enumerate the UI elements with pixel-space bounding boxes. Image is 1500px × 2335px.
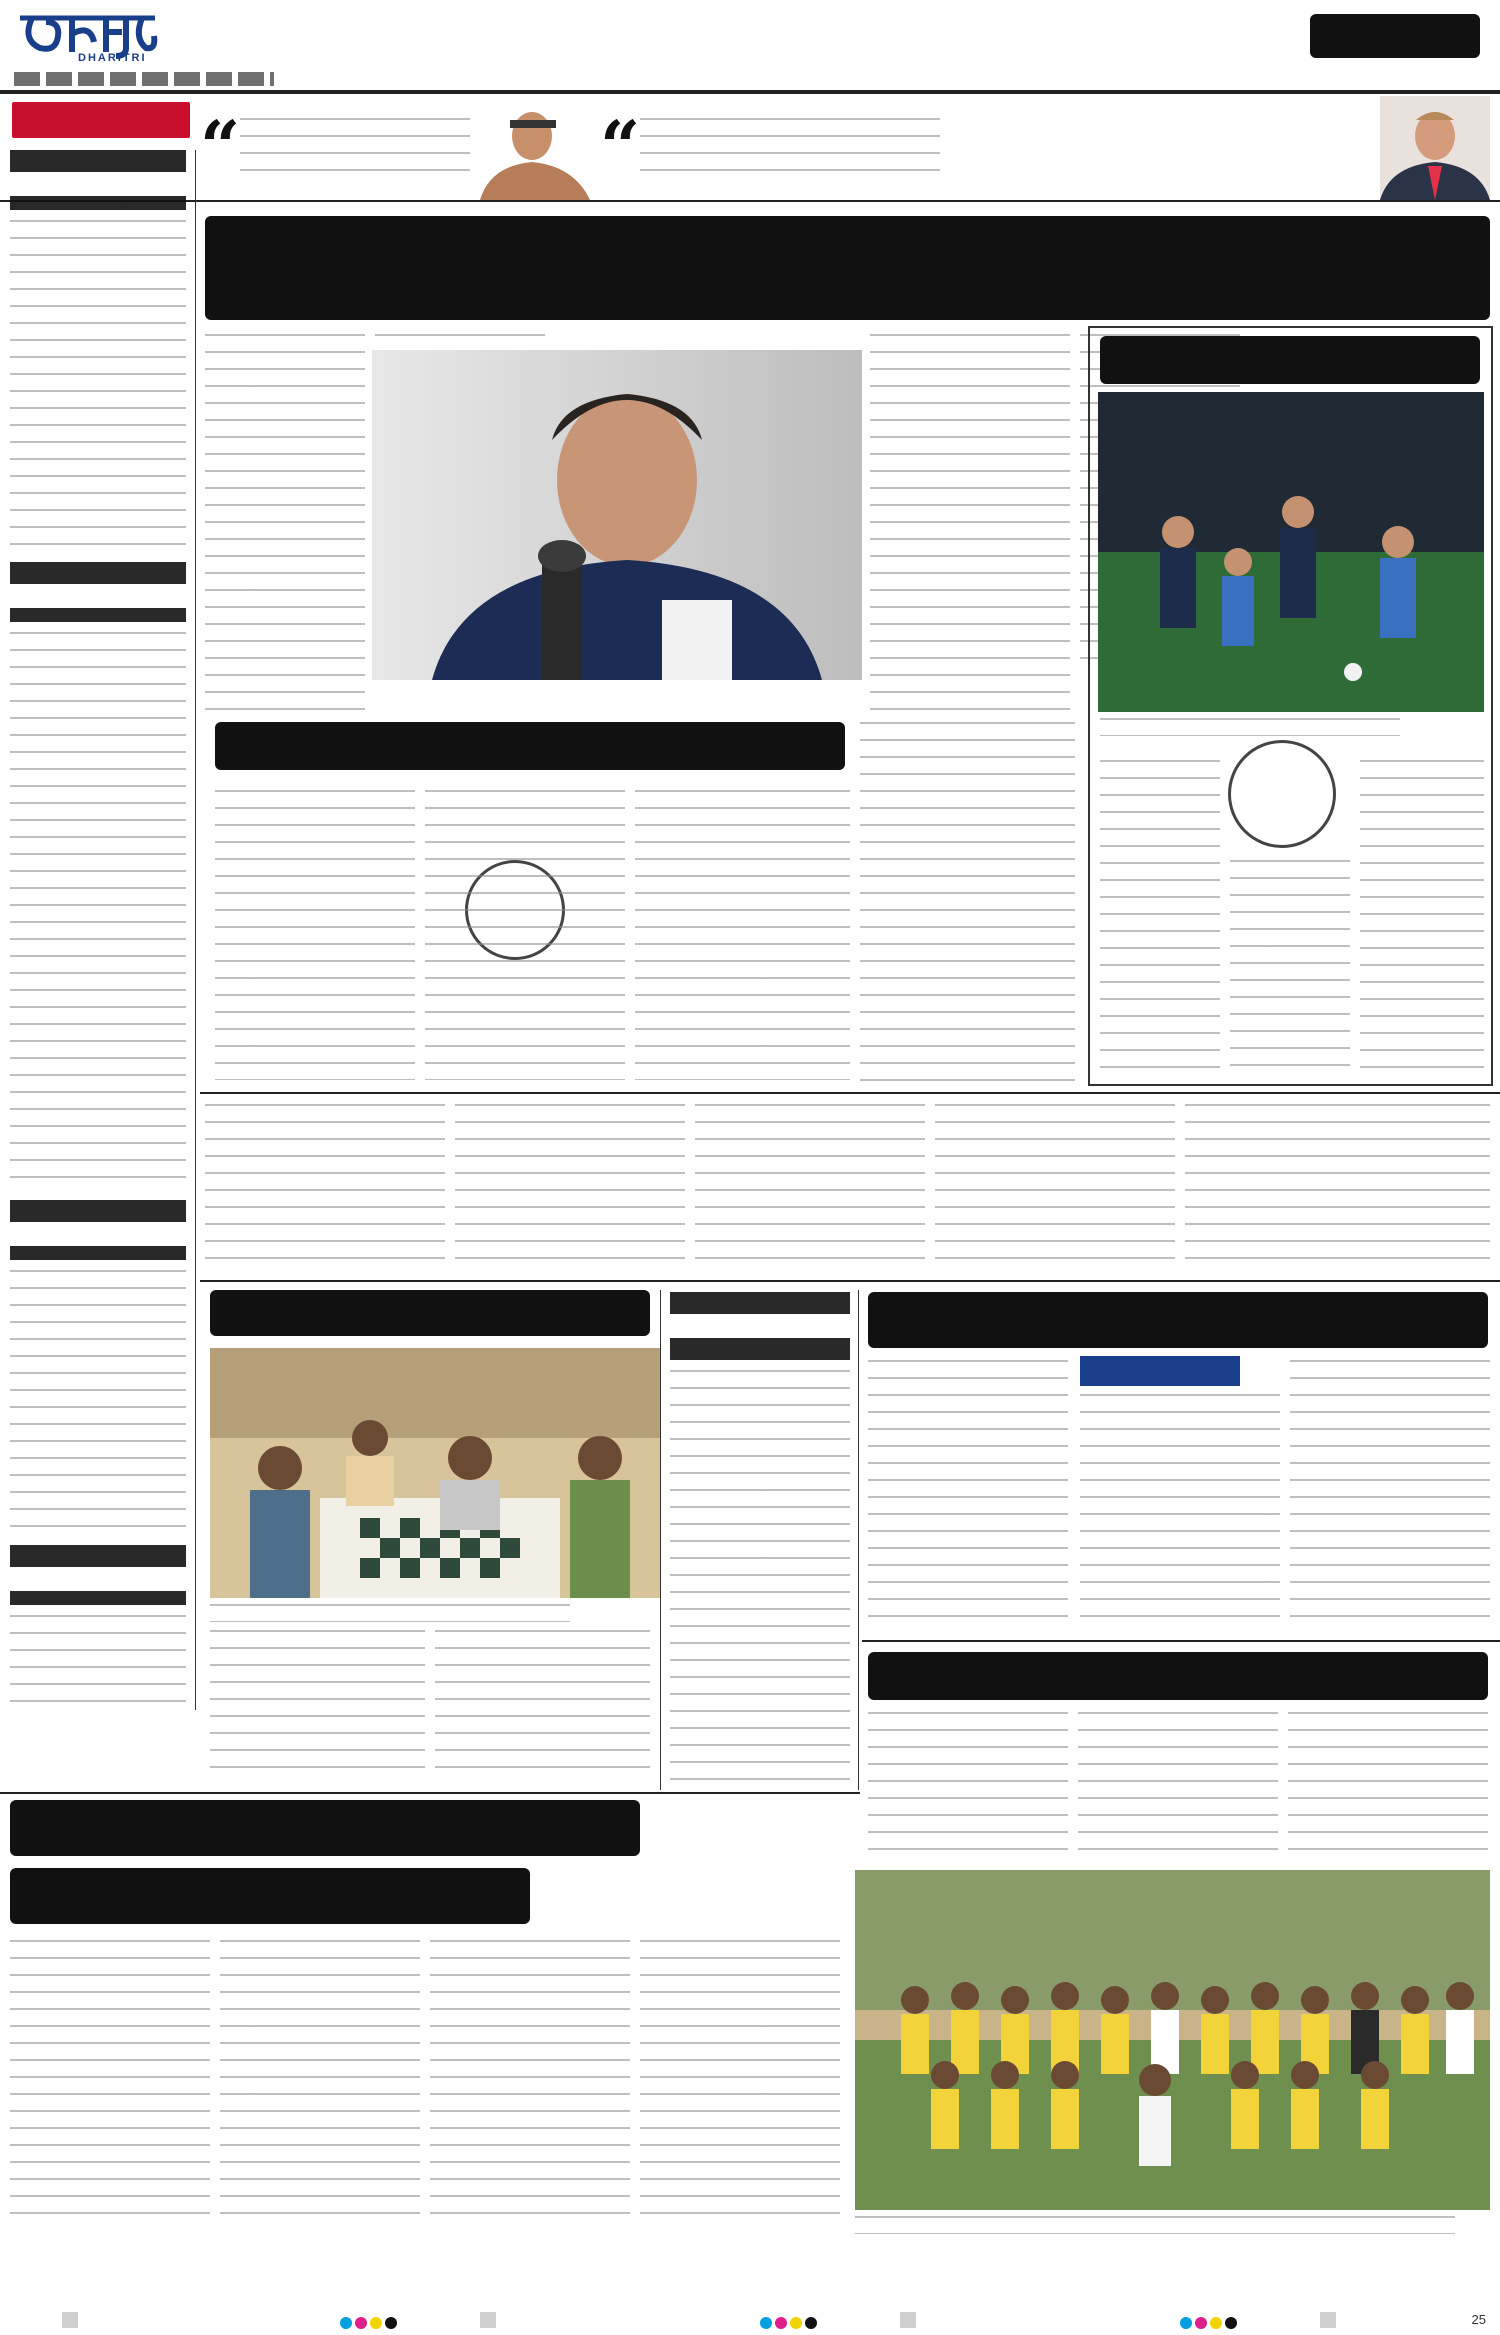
- chess-story-text: [435, 1630, 650, 1780]
- section-rule: [200, 1280, 1500, 1282]
- quote-text: [640, 118, 940, 186]
- soumyajit-story-text: [10, 1940, 210, 2220]
- brief-story-text: [10, 632, 186, 1192]
- cricketer-photo: [1380, 96, 1490, 200]
- argentina-story-text: [1100, 760, 1220, 1080]
- vice-president-story-text: [1078, 1712, 1278, 1862]
- sanyukta-story-text: [868, 1360, 1068, 1630]
- left-column-divider: [195, 150, 196, 1710]
- brief-story-text: [10, 220, 186, 550]
- bangladesh-headline: [670, 1292, 850, 1362]
- chess-story-text: [210, 1630, 425, 1780]
- u20-badge: [1228, 740, 1336, 848]
- section-rule: [200, 1092, 1500, 1094]
- argentina-story-text: [1360, 760, 1484, 1080]
- section-label: [1310, 14, 1480, 58]
- color-registration-dots: [340, 2314, 400, 2333]
- soumyajit-headline-line-2: [10, 1868, 530, 1924]
- page-number: 25: [1471, 2312, 1486, 2327]
- main-story-text: [1185, 1104, 1490, 1274]
- photo-caption: [855, 2216, 1455, 2234]
- dateline: [14, 72, 274, 86]
- brief-headline: [10, 562, 186, 622]
- swimmer-photo: [470, 96, 600, 200]
- argentina-headline: [1100, 336, 1480, 384]
- masthead-rule: [0, 90, 1500, 94]
- team-photo: [855, 1870, 1490, 2210]
- soumyajit-headline: [10, 1800, 640, 1856]
- main-story-text: [455, 1104, 685, 1274]
- color-registration-dots: [1180, 2314, 1240, 2333]
- chess-photo: [210, 1348, 660, 1598]
- photo-caption: [1100, 718, 1400, 736]
- quotes-rule: [0, 200, 1500, 202]
- main-story-text: [205, 1104, 445, 1274]
- coach-photo: [372, 350, 862, 680]
- main-story-text: [205, 334, 365, 714]
- section-rule: [0, 1792, 860, 1794]
- brief-headline: [10, 1545, 186, 1605]
- color-registration-dots: [760, 2314, 820, 2333]
- vice-president-story-text: [1288, 1712, 1488, 1862]
- column-divider: [660, 1290, 661, 1790]
- soumyajit-story-text: [640, 1940, 840, 2220]
- vice-president-story-text: [868, 1712, 1068, 1862]
- soumyajit-story-text: [220, 1940, 420, 2220]
- chess-headline: [210, 1290, 650, 1336]
- asian-games-label: [1080, 1356, 1240, 1386]
- main-story-text: [935, 1104, 1175, 1274]
- sanyukta-headline: [868, 1292, 1488, 1348]
- brief-headline: [10, 150, 186, 210]
- argentina-story-text: [1230, 860, 1350, 1080]
- registration-mark: [480, 2312, 496, 2328]
- match-photo: [1098, 392, 1484, 712]
- main-story-text: [860, 722, 1075, 1082]
- quote-mark-icon: “: [200, 105, 241, 188]
- brief-news-label: [12, 102, 190, 138]
- registration-mark: [62, 2312, 78, 2328]
- photo-caption: [210, 1604, 570, 1622]
- quote-mark-icon: “: [600, 105, 641, 188]
- registration-mark: [1320, 2312, 1336, 2328]
- column-divider: [858, 1290, 859, 1790]
- sanyukta-story-text: [1290, 1360, 1490, 1630]
- brief-story-text: [10, 1615, 186, 1710]
- main-headline: [205, 216, 1490, 320]
- section-rule: [862, 1640, 1500, 1642]
- vice-president-headline: [868, 1652, 1488, 1700]
- main-story-text: [870, 334, 1070, 714]
- iraq-story-text: [635, 790, 850, 1080]
- sanyukta-story-text: [1080, 1394, 1280, 1630]
- iraq-story-text: [215, 790, 415, 1080]
- main-story-text: [695, 1104, 925, 1274]
- brief-headline: [10, 1200, 186, 1260]
- bangladesh-story-text: [670, 1370, 850, 1780]
- registration-mark: [900, 2312, 916, 2328]
- soumyajit-story-text: [430, 1940, 630, 2220]
- iraq-story-text: [425, 790, 625, 1080]
- masthead-logo-text: DHARITRI: [78, 52, 147, 64]
- brief-story-text: [10, 1270, 186, 1530]
- iraq-headline: [215, 722, 845, 770]
